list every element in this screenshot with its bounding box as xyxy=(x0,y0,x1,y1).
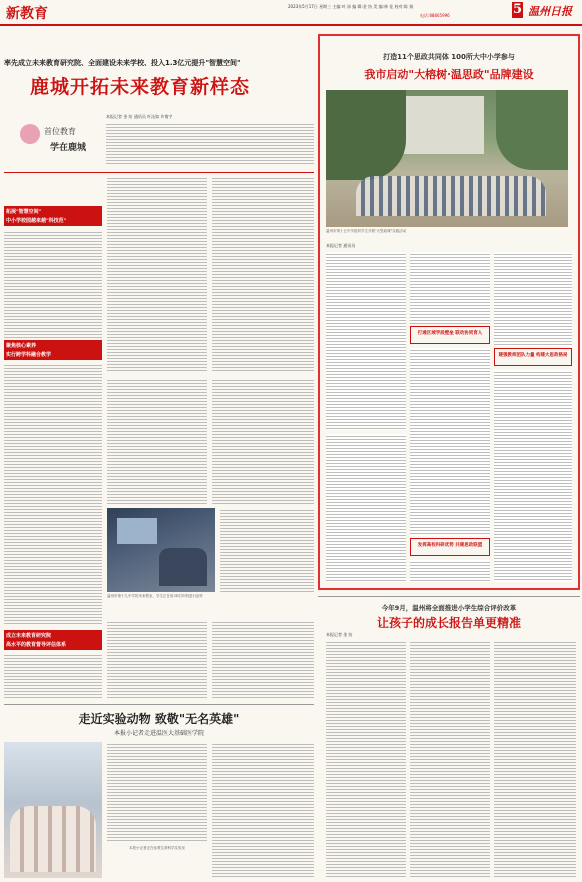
col3-text-b xyxy=(212,378,314,506)
middle-byline: 本报记者 金 纺 xyxy=(326,632,353,637)
col2-text-b xyxy=(107,378,207,506)
subhead-3-sub: 高水平的教育督导评估体系 xyxy=(6,642,67,648)
col2-text-c xyxy=(107,620,207,700)
right-col2-text-a xyxy=(410,252,490,324)
page-number: 5 xyxy=(512,2,523,17)
bottom-col2-text xyxy=(107,742,207,842)
col3-text-d xyxy=(212,620,314,700)
col1-text-b xyxy=(4,363,102,625)
middle-headline: 让孩子的成长报告单更精准 xyxy=(376,616,521,630)
middle-col1-text xyxy=(326,640,406,878)
col1-text-a xyxy=(4,230,102,338)
subhead-1 xyxy=(4,206,102,226)
masthead xyxy=(0,0,582,26)
section-title: 新教育 xyxy=(6,6,48,22)
children-shape xyxy=(10,806,96,872)
right-col2-text-c xyxy=(410,560,490,582)
left-photo xyxy=(107,508,215,592)
paper-logo: 温州日报 xyxy=(528,5,572,18)
right-col3-text-b xyxy=(494,370,572,582)
subhead-2 xyxy=(4,340,102,360)
subhead-3 xyxy=(4,630,102,650)
left-kicker: 率先成立未来教育研究院、全面建设未来学校、投入1.3亿元提升"智慧空间" xyxy=(4,59,241,67)
right-byline: 本报记者 通讯员 xyxy=(326,243,356,248)
right-box-2 xyxy=(494,348,572,366)
logo-circle-icon xyxy=(20,124,40,144)
col2-text-a xyxy=(107,176,207,372)
right-col1-text-b xyxy=(326,434,406,582)
col1-text-c xyxy=(4,653,102,699)
subhead-1-title: 拓展"智慧空间" xyxy=(6,209,42,215)
right-box-1 xyxy=(410,326,490,344)
logo-line-2: 学在鹿城 xyxy=(50,143,87,153)
students-shape xyxy=(159,548,207,586)
middle-col2-text xyxy=(410,640,490,878)
left-headline: 鹿城开拓未来教育新样态 xyxy=(30,76,251,98)
tree-left-shape xyxy=(326,90,406,180)
date-line: 2023年5月17日 星期三 主编:叶 沛 编 辑:金 纺 美 编:林 佳 校对:陈 娟 xyxy=(288,4,414,9)
tree-right-shape xyxy=(496,90,568,170)
right-col3-text-a xyxy=(494,252,572,346)
left-lead-text xyxy=(106,122,314,166)
bottom-photo xyxy=(4,742,102,878)
right-box-3 xyxy=(410,538,490,556)
bottom-caption: 本报小记者正在参观生命科学实验室 xyxy=(129,846,185,850)
education-logo xyxy=(20,120,100,166)
left-byline: 本报记者 金 纺 通讯员 叶沁如 许倩宇 xyxy=(106,114,173,119)
right-box-1-text: 打通区域学段壁垒 联动协同育人 xyxy=(417,331,483,336)
right-photo-caption: 温州市第十五中学组织学生开展"大思政课"实践活动 xyxy=(326,229,407,233)
bottom-subhead: 本报小记者走进温医大基础医学院 xyxy=(113,730,204,737)
subhead-1-sub: 中小学校园越来越"科技范" xyxy=(6,218,67,224)
bottom-headline: 走近实验动物 致敬"无名英雄" xyxy=(78,712,240,726)
phone-line: 电话:88865996 xyxy=(420,13,450,18)
right-col1-text-a xyxy=(326,252,406,430)
right-box-3-text: 发挥高校科研优势 共建思政联盟 xyxy=(417,543,483,548)
logo-line-1: 首位教育 xyxy=(44,127,76,136)
col3-text-c xyxy=(220,508,314,592)
col3-text-a xyxy=(212,176,314,372)
right-col2-text-b xyxy=(410,348,490,536)
screen-shape xyxy=(117,518,157,544)
middle-kicker: 今年9月，温州将全面推进小学生综合评价改革 xyxy=(381,604,517,612)
subhead-2-title: 聚焦核心素养 xyxy=(6,343,37,349)
middle-col3-text xyxy=(494,640,576,878)
building-shape xyxy=(404,96,484,154)
subhead-3-title: 成立未来教育研究院 xyxy=(6,633,52,639)
right-box-2-text: 建强教师团队力量 构建大思政格局 xyxy=(498,353,568,358)
crowd-shape xyxy=(356,176,546,216)
bottom-col3-text xyxy=(212,742,314,878)
subhead-2-sub: 实行跨学科融合教学 xyxy=(6,352,52,358)
left-photo-caption: 温州市第十九中学的未来教室，学生正在用3D打印机进行创作 xyxy=(107,594,204,598)
right-photo xyxy=(326,90,568,227)
right-kicker: 打造11个思政共同体 100所大中小学参与 xyxy=(383,53,515,61)
right-headline: 我市启动"大榕树·温思政"品牌建设 xyxy=(364,68,534,81)
